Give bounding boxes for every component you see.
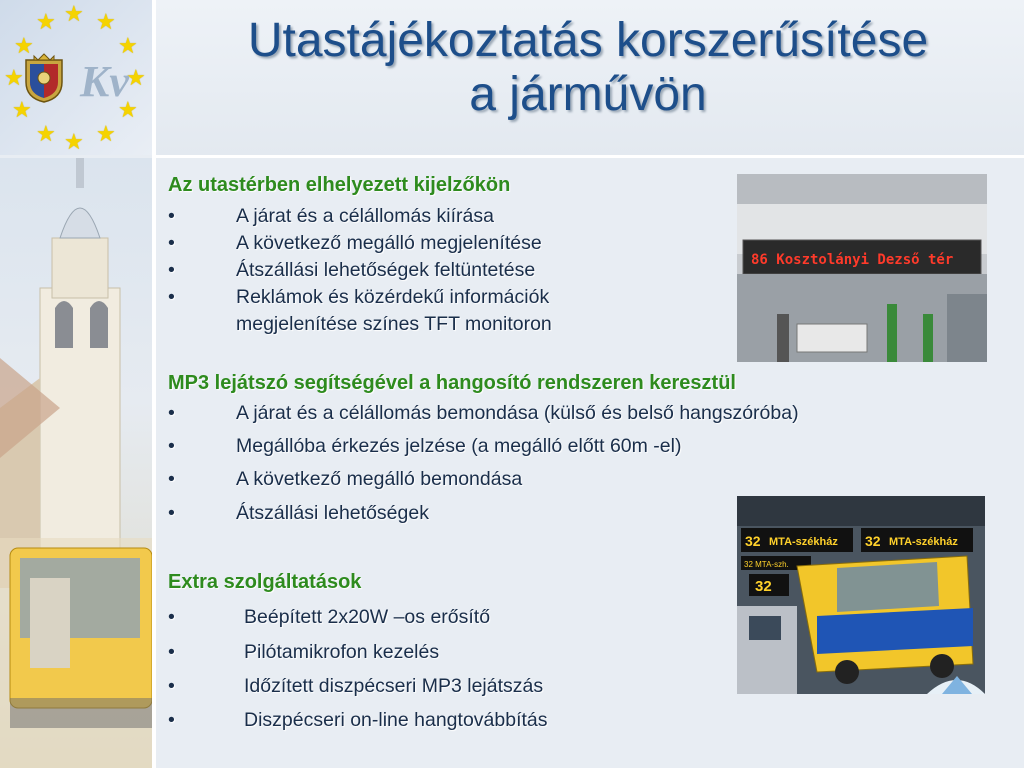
star-icon: ★: [36, 10, 56, 35]
sign-right-number: 32: [865, 533, 881, 549]
list-item-text: A járat és a célállomás kiírása: [236, 205, 494, 227]
list-item-text: A következő megálló bemondása: [236, 468, 523, 490]
bullet-icon: •: [168, 259, 175, 281]
star-icon: ★: [118, 34, 138, 59]
list-item-text: A járat és a célállomás bemondása (külső és belső hangszóróba): [236, 402, 799, 424]
bullet-icon: •: [168, 232, 175, 254]
photo-led-display: [737, 174, 987, 362]
star-icon: ★: [64, 130, 84, 155]
bullet-icon: •: [168, 709, 175, 731]
star-icon: ★: [4, 66, 24, 91]
title-line-1: Utastájékoztatás korszerűsítése: [247, 14, 929, 67]
section-heading-displays: Az utastérben elhelyezett kijelzőkön: [168, 174, 511, 196]
bullet-icon: •: [168, 468, 175, 490]
coat-of-arms-icon: [22, 52, 66, 104]
bullet-icon: •: [168, 286, 175, 308]
list-item-text: Átszállási lehetőségek feltüntetése: [236, 259, 536, 281]
section-heading-extras: Extra szolgáltatások: [168, 571, 362, 593]
list-item-text: Pilótamikrofon kezelés: [244, 641, 440, 663]
bullet-icon: •: [168, 641, 175, 663]
page-title: [152, 14, 1024, 122]
star-icon: ★: [12, 98, 32, 123]
list-item-text: Diszpécseri on-line hangtovábbítás: [244, 709, 548, 731]
star-icon: ★: [96, 122, 116, 147]
front-sign-number: 32: [755, 578, 772, 595]
star-icon: ★: [36, 122, 56, 147]
bullet-icon: •: [168, 402, 175, 424]
list-item-text: Időzített diszpécseri MP3 lejátszás: [244, 675, 544, 697]
sign-right-text: MTA-székház: [889, 536, 958, 548]
list-item-text: Beépített 2x20W –os erősítő: [244, 606, 491, 628]
list-item-text: Reklámok és közérdekű információk: [236, 286, 550, 308]
star-icon: ★: [14, 34, 34, 59]
bullet-icon: •: [168, 502, 175, 524]
horizontal-divider: [152, 155, 1024, 158]
star-icon: ★: [126, 66, 146, 91]
sign-left-text: MTA-székház: [769, 536, 838, 548]
list-item-text: megjelenítése színes TFT monitoron: [236, 313, 552, 335]
bullet-icon: •: [168, 675, 175, 697]
bullet-icon: •: [168, 435, 175, 457]
star-icon: ★: [96, 10, 116, 35]
logo-text: Kv: [80, 57, 129, 106]
church-bus-illustration: [0, 158, 152, 768]
list-item-text: Megállóba érkezés jelzése (a megálló előtt 60m -el): [236, 435, 682, 457]
title-line-2: a járművön: [469, 68, 707, 121]
star-icon: ★: [64, 2, 84, 27]
list-item-text: Átszállási lehetőségek: [236, 502, 429, 524]
section-heading-mp3: MP3 lejátszó segítségével a hangosító rendszeren keresztül: [168, 372, 736, 394]
side-decoration: [0, 158, 152, 768]
photo-bus: [737, 496, 985, 694]
sign-left-number: 32: [745, 533, 761, 549]
logo-panel: [0, 0, 152, 155]
led-text: 86 Kosztolányi Dezső tér: [751, 252, 954, 268]
bullet-icon: •: [168, 205, 175, 227]
small-sign-text: 32 MTA-szh.: [744, 560, 789, 569]
list-item-text: A következő megálló megjelenítése: [236, 232, 542, 254]
bullet-icon: •: [168, 606, 175, 628]
star-icon: ★: [118, 98, 138, 123]
vertical-divider: [152, 0, 156, 768]
